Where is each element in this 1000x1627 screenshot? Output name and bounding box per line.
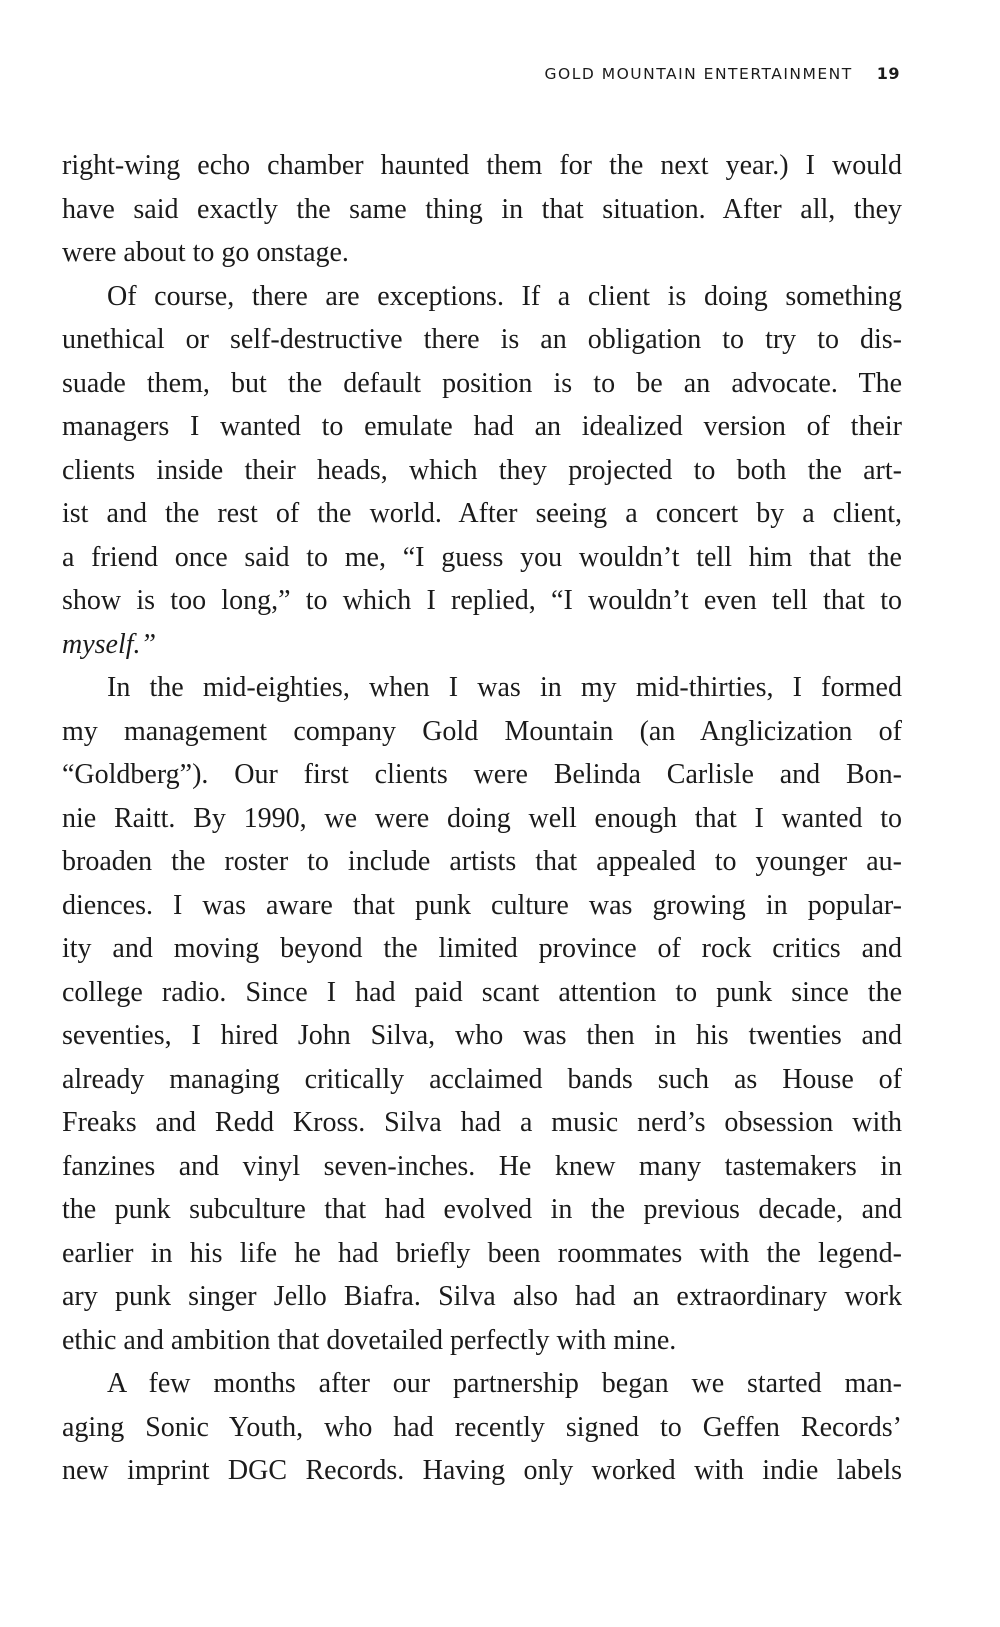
text-line: aging Sonic Youth, who had recently signed to Geffen Records’	[62, 1411, 902, 1443]
text-line: college radio. Since I had paid scant attention to punk since the	[62, 976, 902, 1008]
page-number: 19	[876, 64, 900, 83]
text-line: right-wing echo chamber haunted them for the next year.) I would	[62, 150, 902, 181]
text-line: Of course, there are exceptions. If a client is doing something	[107, 280, 902, 312]
text-line: nie Raitt. By 1990, we were doing well enough that I wanted to	[62, 802, 902, 834]
text-line: In the mid-eighties, when I was in my mid-thirties, I formed	[107, 672, 902, 703]
text-line: suade them, but the default position is to be an advocate. The	[62, 367, 902, 399]
text-line: earlier in his life he had briefly been roommates with the legend-	[62, 1237, 902, 1269]
body-text	[62, 144, 902, 1493]
chapter-title: GOLD MOUNTAIN ENTERTAINMENT	[544, 65, 853, 83]
text-line: new imprint DGC Records. Having only worked with indie labels	[62, 1455, 902, 1486]
text-line: broaden the roster to include artists that appealed to younger au-	[62, 846, 902, 877]
text-line: a friend once said to me, “I guess you wouldn’t tell him that the	[62, 541, 902, 573]
text-line: ity and moving beyond the limited province of rock critics and	[62, 933, 902, 964]
running-head	[544, 64, 900, 88]
text-line: my management company Gold Mountain (an Anglicization of	[62, 715, 902, 747]
text-line: unethical or self-destructive there is an obligation to try to dis-	[62, 324, 902, 355]
text-line: ist and the rest of the world. After seeing a concert by a client,	[62, 498, 902, 529]
text-line: the punk subculture that had evolved in the previous decade, and	[62, 1194, 902, 1225]
text-line: seventies, I hired John Silva, who was then in his twenties and	[62, 1020, 902, 1051]
text-line: clients inside their heads, which they projected to both the art-	[62, 454, 902, 486]
text-line: fanzines and vinyl seven-inches. He knew many tastemakers in	[62, 1150, 902, 1182]
text-line: diences. I was aware that punk culture was growing in popular-	[62, 889, 902, 921]
text-line: Freaks and Redd Kross. Silva had a music nerd’s obsession with	[62, 1107, 902, 1138]
text-line: show is too long,” to which I replied, “I wouldn’t even tell that to	[62, 585, 902, 616]
text-line: A few months after our partnership began we started man-	[107, 1368, 902, 1399]
text-line: were about to go onstage.	[62, 237, 349, 268]
text-line: already managing critically acclaimed bands such as House of	[62, 1063, 902, 1095]
text-line: have said exactly the same thing in that situation. After all, they	[62, 193, 902, 225]
text-line: managers I wanted to emulate had an idealized version of their	[62, 411, 902, 442]
text-line: ary punk singer Jello Biafra. Silva also had an extraordinary work	[62, 1281, 902, 1312]
text-line: myself.”	[62, 628, 157, 660]
text-line: ethic and ambition that dovetailed perfectly with mine.	[62, 1324, 677, 1356]
text-line: “Goldberg”). Our first clients were Belinda Carlisle and Bon-	[62, 759, 902, 790]
